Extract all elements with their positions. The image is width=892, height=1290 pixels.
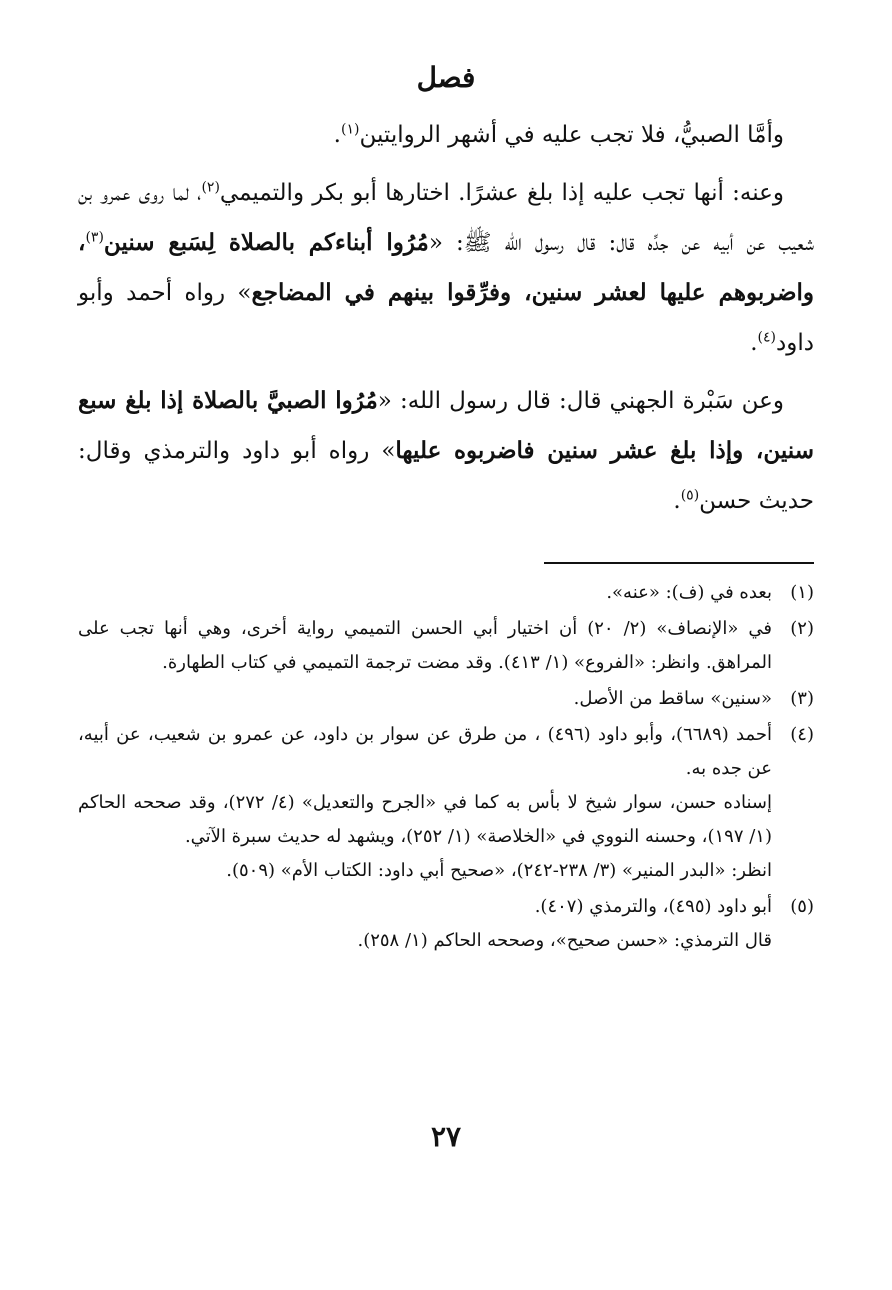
footnote-text — [78, 890, 772, 958]
body-paragraph-2 — [78, 168, 814, 368]
paragraph-text: . — [750, 330, 758, 357]
footnote-line: إسناده حسن، سوار شيخ لا بأس به كما في «الجرح والتعديل» (٤/ ٢٧٢)، وقد صححه الحاكم (١/ ١٩٧)، وحسنه النووي في «الخلاصة» (١/ ٢٥٢)، ويشهد له حديث سبرة الآتي. — [78, 792, 772, 848]
footnote-ref-3[interactable]: (٣) — [85, 229, 104, 246]
paragraph-text: وأمَّا الصبيُّ، فلا تجب عليه في أشهر الروايتين — [359, 122, 784, 149]
paragraph-text: وعنه: أنها تجب عليه إذا بلغ عشرًا. اختارها أبو بكر والتميمي — [219, 180, 784, 207]
hadith-quote: ، واضربوهم عليها لعشر سنين، وفرِّقوا بينهم في المضاجع — [78, 229, 815, 307]
footnote-ref-2[interactable]: (٢) — [201, 179, 220, 196]
footnote-text — [78, 718, 772, 888]
footnote-divider — [544, 562, 814, 564]
footnote-ref-4[interactable]: (٤) — [757, 329, 777, 346]
footnote-2 — [78, 612, 814, 680]
footnote-ref-1[interactable]: (١) — [340, 121, 360, 138]
footnote-line: «سنين» ساقط من الأصل. — [573, 688, 772, 710]
body-paragraph-3 — [78, 376, 814, 526]
hadith-quote: مُرُوا الصبيَّ بالصلاة إذا بلغ سبع سنين، وإذا بلغ عشر سنين فاضربوه عليها — [78, 387, 814, 465]
paragraph-text: ، لما روى عمرو بن شعيب عن أبيه عن جدِّه قال: قال رسول الله ﷺ: « — [78, 180, 814, 257]
footnotes — [78, 576, 814, 958]
footnote-text — [78, 612, 772, 680]
footnote-number: (٥) — [790, 896, 814, 918]
footnote-number: (٣) — [790, 688, 814, 710]
hadith-quote: مُرُوا أبناءكم بالصلاة لِسَبع سنين — [103, 229, 429, 257]
footnote-1 — [78, 576, 814, 610]
footnote-ref-5[interactable]: (٥) — [680, 487, 700, 504]
section-title: فصل — [416, 61, 476, 94]
footnote-text — [78, 576, 772, 610]
footnote-4 — [78, 718, 814, 888]
paragraph-text: وعن سَبْرة الجهني قال: قال رسول الله: « — [377, 388, 784, 415]
body-paragraph-1 — [78, 110, 814, 160]
paragraph-text: » رواه أحمد وأبو داود — [78, 280, 814, 357]
footnote-number: (٤) — [790, 724, 814, 746]
footnote-3 — [78, 682, 814, 716]
footnote-line: أبو داود (٤٩٥)، والترمذي (٤٠٧). — [534, 896, 772, 918]
footnote-line: في «الإنصاف» (٢/ ٢٠) أن اختيار أبي الحسن التميمي رواية أخرى، وهي أنها تجب على المراهق. وانظر: «الفروع» (١/ ٤١٣). وقد مضت ترجمة التميمي في كتاب الطهارة. — [78, 618, 772, 674]
paragraph-text: . — [673, 488, 681, 515]
page — [78, 60, 814, 1290]
footnote-number: (١) — [790, 582, 814, 604]
footnote-text — [78, 682, 772, 716]
footnote-number: (٢) — [790, 618, 814, 640]
footnote-line: بعده في (ف): «عنه». — [606, 582, 772, 604]
page-number: ٢٧ — [430, 1120, 462, 1153]
paragraph-text: . — [333, 122, 341, 149]
footnote-line: انظر: «البدر المنير» (٣/ ٢٣٨-٢٤٢)، «صحيح أبي داود: الكتاب الأم» (٥٠٩). — [226, 860, 772, 882]
paragraph-text: » رواه أبو داود والترمذي وقال: حديث حسن — [78, 438, 814, 515]
footnote-line: أحمد (٦٦٨٩)، وأبو داود (٤٩٦) ، من طرق عن سوار بن داود، عن عمرو بن شعيب، عن أبيه، عن جده به. — [78, 724, 773, 780]
footnote-line: قال الترمذي: «حسن صحيح»، وصححه الحاكم (١/ ٢٥٨). — [357, 930, 772, 952]
footnote-5 — [78, 890, 814, 958]
